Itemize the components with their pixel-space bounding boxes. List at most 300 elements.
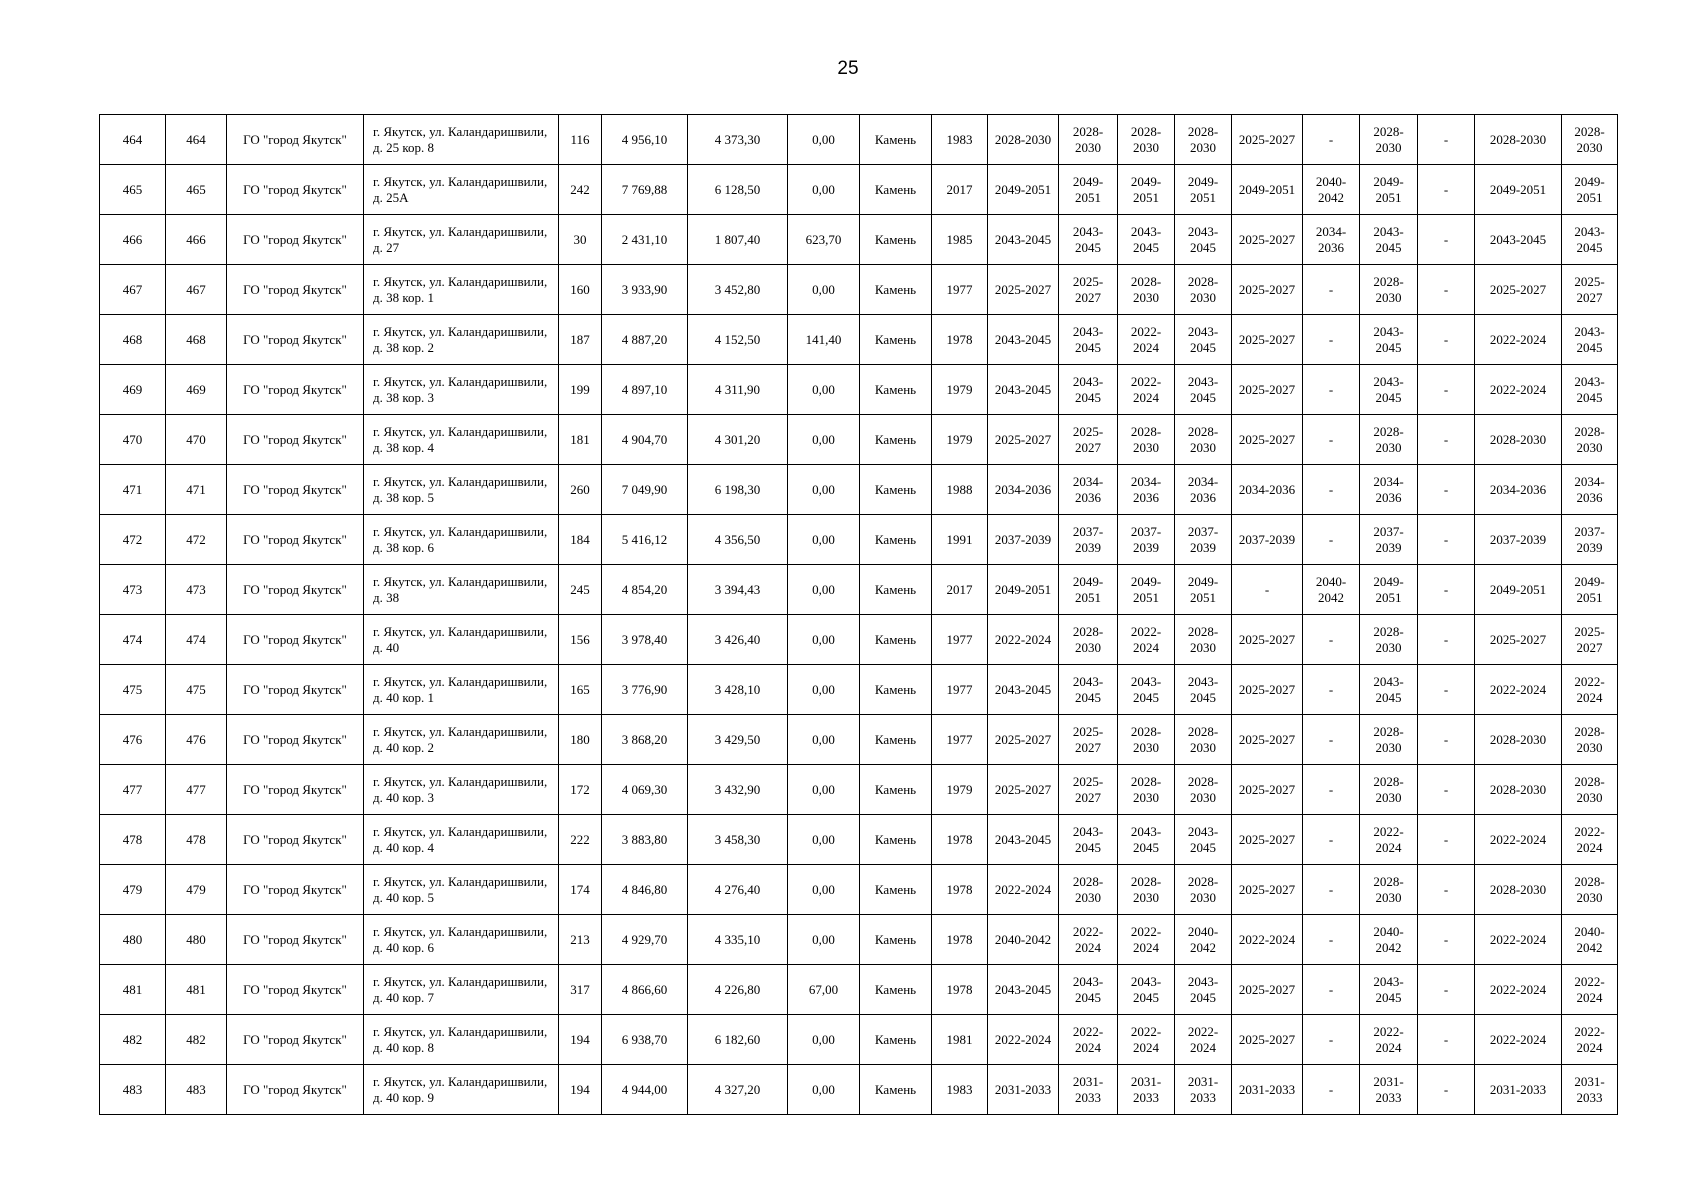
period-cell: - [1418, 365, 1475, 415]
row-number-cell: 464 [100, 115, 166, 165]
nonresidential-area-cell: 0,00 [788, 415, 860, 465]
period-cell: - [1303, 815, 1360, 865]
nonresidential-area-cell: 623,70 [788, 215, 860, 265]
residents-cell: 245 [559, 565, 602, 615]
period-cell: - [1418, 765, 1475, 815]
period-cell: 2028-2030 [1175, 765, 1232, 815]
row-number-cell: 481 [100, 965, 166, 1015]
total-area-cell: 4 887,20 [602, 315, 688, 365]
row-number-cell: 473 [100, 565, 166, 615]
build-year-cell: 1977 [932, 615, 988, 665]
build-year-cell: 1983 [932, 115, 988, 165]
period-cell: 2028-2030 [1562, 415, 1618, 465]
period-cell: 2049-2051 [1175, 165, 1232, 215]
registry-number-cell: 478 [166, 815, 227, 865]
municipality-cell: ГО "город Якутск" [227, 865, 364, 915]
registry-number-cell: 468 [166, 315, 227, 365]
period-cell: - [1303, 865, 1360, 915]
period-cell: 2028-2030 [1118, 765, 1175, 815]
period-cell: 2025-2027 [988, 715, 1059, 765]
period-cell: 2040-2042 [1562, 915, 1618, 965]
nonresidential-area-cell: 0,00 [788, 1065, 860, 1115]
period-cell: 2049-2051 [1360, 565, 1418, 615]
period-cell: 2031-2033 [1118, 1065, 1175, 1115]
living-area-cell: 3 394,43 [688, 565, 788, 615]
registry-number-cell: 465 [166, 165, 227, 215]
period-cell: 2043-2045 [1175, 215, 1232, 265]
row-number-cell: 467 [100, 265, 166, 315]
address-cell: г. Якутск, ул. Каландаришвили, д. 38 кор. 3 [364, 365, 559, 415]
living-area-cell: 4 311,90 [688, 365, 788, 415]
period-cell: 2043-2045 [1562, 365, 1618, 415]
total-area-cell: 4 897,10 [602, 365, 688, 415]
total-area-cell: 4 929,70 [602, 915, 688, 965]
period-cell: 2037-2039 [1059, 515, 1118, 565]
period-cell: 2028-2030 [1175, 865, 1232, 915]
build-year-cell: 1977 [932, 665, 988, 715]
nonresidential-area-cell: 0,00 [788, 865, 860, 915]
table-row [100, 615, 1618, 665]
row-number-cell: 482 [100, 1015, 166, 1065]
address-cell: г. Якутск, ул. Каландаришвили, д. 38 кор. 5 [364, 465, 559, 515]
period-cell: - [1303, 715, 1360, 765]
period-cell: 2022-2024 [1562, 965, 1618, 1015]
address-cell: г. Якутск, ул. Каландаришвили, д. 38 кор. 4 [364, 415, 559, 465]
living-area-cell: 6 128,50 [688, 165, 788, 215]
period-cell: 2043-2045 [988, 315, 1059, 365]
municipality-cell: ГО "город Якутск" [227, 815, 364, 865]
living-area-cell: 4 327,20 [688, 1065, 788, 1115]
wall-material-cell: Камень [860, 265, 932, 315]
table-row [100, 1015, 1618, 1065]
living-area-cell: 6 182,60 [688, 1015, 788, 1065]
municipality-cell: ГО "город Якутск" [227, 415, 364, 465]
period-cell: 2022-2024 [1118, 315, 1175, 365]
period-cell: 2043-2045 [1175, 965, 1232, 1015]
registry-number-cell: 481 [166, 965, 227, 1015]
period-cell: 2028-2030 [1175, 115, 1232, 165]
row-number-cell: 469 [100, 365, 166, 415]
period-cell: 2034-2036 [1175, 465, 1232, 515]
period-cell: 2049-2051 [1360, 165, 1418, 215]
municipality-cell: ГО "город Якутск" [227, 165, 364, 215]
residents-cell: 199 [559, 365, 602, 415]
period-cell: 2049-2051 [1562, 165, 1618, 215]
wall-material-cell: Камень [860, 515, 932, 565]
period-cell: 2028-2030 [1360, 615, 1418, 665]
period-cell: - [1303, 315, 1360, 365]
period-cell: 2028-2030 [1059, 115, 1118, 165]
table-row [100, 665, 1618, 715]
table-row [100, 715, 1618, 765]
period-cell: 2040-2042 [1175, 915, 1232, 965]
wall-material-cell: Камень [860, 565, 932, 615]
row-number-cell: 468 [100, 315, 166, 365]
living-area-cell: 4 226,80 [688, 965, 788, 1015]
total-area-cell: 4 904,70 [602, 415, 688, 465]
row-number-cell: 470 [100, 415, 166, 465]
period-cell: 2043-2045 [1562, 215, 1618, 265]
registry-number-cell: 483 [166, 1065, 227, 1115]
period-cell: 2031-2033 [1059, 1065, 1118, 1115]
period-cell: - [1418, 1065, 1475, 1115]
period-cell: 2043-2045 [1475, 215, 1562, 265]
period-cell: 2022-2024 [1175, 1015, 1232, 1065]
row-number-cell: 466 [100, 215, 166, 265]
period-cell: 2022-2024 [1562, 1015, 1618, 1065]
period-cell: 2022-2024 [1360, 1015, 1418, 1065]
total-area-cell: 4 854,20 [602, 565, 688, 615]
period-cell: 2025-2027 [1562, 265, 1618, 315]
period-cell: 2040-2042 [1303, 565, 1360, 615]
period-cell: 2022-2024 [1475, 815, 1562, 865]
residents-cell: 156 [559, 615, 602, 665]
period-cell: - [1303, 915, 1360, 965]
wall-material-cell: Камень [860, 615, 932, 665]
municipality-cell: ГО "город Якутск" [227, 465, 364, 515]
municipality-cell: ГО "город Якутск" [227, 215, 364, 265]
table-body [100, 115, 1618, 1115]
table-row [100, 415, 1618, 465]
period-cell: 2028-2030 [1175, 615, 1232, 665]
total-area-cell: 7 049,90 [602, 465, 688, 515]
period-cell: 2028-2030 [1360, 415, 1418, 465]
residents-cell: 187 [559, 315, 602, 365]
period-cell: 2025-2027 [1475, 265, 1562, 315]
wall-material-cell: Камень [860, 1065, 932, 1115]
period-cell: 2028-2030 [1360, 765, 1418, 815]
registry-number-cell: 474 [166, 615, 227, 665]
period-cell: 2043-2045 [1118, 815, 1175, 865]
residents-cell: 180 [559, 715, 602, 765]
period-cell: 2022-2024 [988, 1015, 1059, 1065]
table-row [100, 115, 1618, 165]
period-cell: - [1303, 265, 1360, 315]
period-cell: 2025-2027 [1059, 415, 1118, 465]
table-row [100, 765, 1618, 815]
row-number-cell: 478 [100, 815, 166, 865]
living-area-cell: 3 429,50 [688, 715, 788, 765]
living-area-cell: 3 458,30 [688, 815, 788, 865]
wall-material-cell: Камень [860, 315, 932, 365]
period-cell: 2043-2045 [1059, 365, 1118, 415]
total-area-cell: 2 431,10 [602, 215, 688, 265]
period-cell: 2049-2051 [1059, 165, 1118, 215]
period-cell: 2043-2045 [1175, 315, 1232, 365]
period-cell: 2025-2027 [1232, 315, 1303, 365]
period-cell: 2043-2045 [1175, 815, 1232, 865]
period-cell: 2022-2024 [1059, 915, 1118, 965]
residents-cell: 184 [559, 515, 602, 565]
registry-number-cell: 479 [166, 865, 227, 915]
nonresidential-area-cell: 0,00 [788, 715, 860, 765]
period-cell: 2043-2045 [1360, 315, 1418, 365]
period-cell: 2028-2030 [1118, 115, 1175, 165]
row-number-cell: 474 [100, 615, 166, 665]
period-cell: - [1303, 515, 1360, 565]
period-cell: 2043-2045 [1059, 315, 1118, 365]
period-cell: 2028-2030 [1118, 865, 1175, 915]
address-cell: г. Якутск, ул. Каландаришвили, д. 25А [364, 165, 559, 215]
nonresidential-area-cell: 0,00 [788, 615, 860, 665]
period-cell: 2025-2027 [1232, 865, 1303, 915]
address-cell: г. Якутск, ул. Каландаришвили, д. 40 кор. 8 [364, 1015, 559, 1065]
residents-cell: 260 [559, 465, 602, 515]
period-cell: - [1418, 865, 1475, 915]
address-cell: г. Якутск, ул. Каландаришвили, д. 40 кор. 2 [364, 715, 559, 765]
total-area-cell: 6 938,70 [602, 1015, 688, 1065]
municipality-cell: ГО "город Якутск" [227, 515, 364, 565]
table-row [100, 865, 1618, 915]
table-row [100, 965, 1618, 1015]
registry-number-cell: 473 [166, 565, 227, 615]
period-cell: - [1303, 765, 1360, 815]
table-row [100, 365, 1618, 415]
period-cell: 2031-2033 [988, 1065, 1059, 1115]
address-cell: г. Якутск, ул. Каландаришвили, д. 38 кор. 6 [364, 515, 559, 565]
period-cell: 2025-2027 [1232, 965, 1303, 1015]
period-cell: 2025-2027 [1232, 115, 1303, 165]
period-cell: 2031-2033 [1175, 1065, 1232, 1115]
wall-material-cell: Камень [860, 665, 932, 715]
period-cell: 2022-2024 [1475, 365, 1562, 415]
period-cell: - [1418, 165, 1475, 215]
table-row [100, 515, 1618, 565]
nonresidential-area-cell: 141,40 [788, 315, 860, 365]
living-area-cell: 4 152,50 [688, 315, 788, 365]
total-area-cell: 4 944,00 [602, 1065, 688, 1115]
municipality-cell: ГО "город Якутск" [227, 665, 364, 715]
municipality-cell: ГО "город Якутск" [227, 765, 364, 815]
period-cell: 2049-2051 [1232, 165, 1303, 215]
period-cell: - [1303, 665, 1360, 715]
period-cell: 2025-2027 [1232, 815, 1303, 865]
total-area-cell: 4 069,30 [602, 765, 688, 815]
period-cell: 2025-2027 [988, 415, 1059, 465]
period-cell: 2043-2045 [1059, 815, 1118, 865]
build-year-cell: 1979 [932, 415, 988, 465]
wall-material-cell: Камень [860, 965, 932, 1015]
period-cell: 2043-2045 [1175, 365, 1232, 415]
period-cell: 2028-2030 [1059, 615, 1118, 665]
period-cell: - [1418, 915, 1475, 965]
build-year-cell: 1981 [932, 1015, 988, 1065]
residents-cell: 160 [559, 265, 602, 315]
period-cell: 2034-2036 [1475, 465, 1562, 515]
period-cell: 2028-2030 [1175, 415, 1232, 465]
municipality-cell: ГО "город Якутск" [227, 1015, 364, 1065]
row-number-cell: 483 [100, 1065, 166, 1115]
period-cell: 2025-2027 [1232, 765, 1303, 815]
period-cell: 2037-2039 [1562, 515, 1618, 565]
wall-material-cell: Камень [860, 1015, 932, 1065]
period-cell: 2028-2030 [988, 115, 1059, 165]
total-area-cell: 4 866,60 [602, 965, 688, 1015]
build-year-cell: 1988 [932, 465, 988, 515]
table-row [100, 1065, 1618, 1115]
period-cell: 2028-2030 [1059, 865, 1118, 915]
nonresidential-area-cell: 0,00 [788, 465, 860, 515]
build-year-cell: 1977 [932, 265, 988, 315]
period-cell: 2049-2051 [1475, 165, 1562, 215]
living-area-cell: 1 807,40 [688, 215, 788, 265]
period-cell: 2034-2036 [1232, 465, 1303, 515]
row-number-cell: 477 [100, 765, 166, 815]
table-row [100, 465, 1618, 515]
period-cell: 2040-2042 [1360, 915, 1418, 965]
period-cell: 2031-2033 [1360, 1065, 1418, 1115]
period-cell: 2043-2045 [1360, 965, 1418, 1015]
period-cell: 2025-2027 [988, 765, 1059, 815]
period-cell: 2028-2030 [1475, 765, 1562, 815]
period-cell: 2028-2030 [1360, 865, 1418, 915]
period-cell: - [1303, 115, 1360, 165]
period-cell: 2031-2033 [1562, 1065, 1618, 1115]
residents-cell: 213 [559, 915, 602, 965]
residents-cell: 194 [559, 1015, 602, 1065]
period-cell: 2028-2030 [1475, 715, 1562, 765]
period-cell: 2028-2030 [1562, 715, 1618, 765]
row-number-cell: 480 [100, 915, 166, 965]
period-cell: - [1418, 265, 1475, 315]
registry-number-cell: 475 [166, 665, 227, 715]
living-area-cell: 4 335,10 [688, 915, 788, 965]
period-cell: 2028-2030 [1118, 415, 1175, 465]
period-cell: - [1232, 565, 1303, 615]
row-number-cell: 471 [100, 465, 166, 515]
municipality-cell: ГО "город Якутск" [227, 715, 364, 765]
period-cell: 2034-2036 [988, 465, 1059, 515]
build-year-cell: 1991 [932, 515, 988, 565]
nonresidential-area-cell: 0,00 [788, 765, 860, 815]
total-area-cell: 4 846,80 [602, 865, 688, 915]
table-row [100, 165, 1618, 215]
nonresidential-area-cell: 0,00 [788, 515, 860, 565]
period-cell: 2037-2039 [1475, 515, 1562, 565]
wall-material-cell: Камень [860, 365, 932, 415]
period-cell: 2043-2045 [1059, 965, 1118, 1015]
address-cell: г. Якутск, ул. Каландаришвили, д. 40 [364, 615, 559, 665]
period-cell: 2022-2024 [1118, 615, 1175, 665]
residents-cell: 116 [559, 115, 602, 165]
wall-material-cell: Камень [860, 215, 932, 265]
build-year-cell: 1978 [932, 865, 988, 915]
period-cell: - [1418, 465, 1475, 515]
period-cell: 2043-2045 [1360, 215, 1418, 265]
period-cell: 2028-2030 [1562, 865, 1618, 915]
municipality-cell: ГО "город Якутск" [227, 115, 364, 165]
period-cell: 2034-2036 [1059, 465, 1118, 515]
period-cell: 2028-2030 [1562, 765, 1618, 815]
period-cell: 2034-2036 [1360, 465, 1418, 515]
period-cell: 2025-2027 [1232, 265, 1303, 315]
period-cell: 2028-2030 [1360, 115, 1418, 165]
build-year-cell: 1978 [932, 915, 988, 965]
address-cell: г. Якутск, ул. Каландаришвили, д. 40 кор. 9 [364, 1065, 559, 1115]
residents-cell: 222 [559, 815, 602, 865]
municipality-cell: ГО "город Якутск" [227, 265, 364, 315]
period-cell: 2028-2030 [1118, 715, 1175, 765]
residents-cell: 30 [559, 215, 602, 265]
living-area-cell: 3 426,40 [688, 615, 788, 665]
period-cell: 2022-2024 [1475, 1015, 1562, 1065]
row-number-cell: 476 [100, 715, 166, 765]
period-cell: 2040-2042 [1303, 165, 1360, 215]
municipality-cell: ГО "город Якутск" [227, 365, 364, 415]
period-cell: 2034-2036 [1562, 465, 1618, 515]
total-area-cell: 3 978,40 [602, 615, 688, 665]
municipality-cell: ГО "город Якутск" [227, 315, 364, 365]
period-cell: 2049-2051 [1475, 565, 1562, 615]
nonresidential-area-cell: 0,00 [788, 565, 860, 615]
period-cell: 2028-2030 [1118, 265, 1175, 315]
address-cell: г. Якутск, ул. Каландаришвили, д. 40 кор. 4 [364, 815, 559, 865]
nonresidential-area-cell: 0,00 [788, 365, 860, 415]
period-cell: 2043-2045 [988, 665, 1059, 715]
build-year-cell: 1979 [932, 365, 988, 415]
residents-cell: 242 [559, 165, 602, 215]
period-cell: 2022-2024 [1059, 1015, 1118, 1065]
build-year-cell: 1978 [932, 965, 988, 1015]
municipality-cell: ГО "город Якутск" [227, 965, 364, 1015]
municipality-cell: ГО "город Якутск" [227, 1065, 364, 1115]
total-area-cell: 3 933,90 [602, 265, 688, 315]
period-cell: 2022-2024 [1360, 815, 1418, 865]
registry-number-cell: 471 [166, 465, 227, 515]
period-cell: 2025-2027 [1232, 365, 1303, 415]
table-row [100, 215, 1618, 265]
period-cell: 2043-2045 [1059, 665, 1118, 715]
municipality-cell: ГО "город Якутск" [227, 565, 364, 615]
period-cell: 2049-2051 [1118, 565, 1175, 615]
period-cell: - [1418, 815, 1475, 865]
nonresidential-area-cell: 67,00 [788, 965, 860, 1015]
wall-material-cell: Камень [860, 715, 932, 765]
period-cell: 2043-2045 [1118, 215, 1175, 265]
nonresidential-area-cell: 0,00 [788, 915, 860, 965]
period-cell: - [1418, 1015, 1475, 1065]
total-area-cell: 7 769,88 [602, 165, 688, 215]
address-cell: г. Якутск, ул. Каландаришвили, д. 38 кор. 1 [364, 265, 559, 315]
period-cell: 2022-2024 [988, 865, 1059, 915]
build-year-cell: 2017 [932, 565, 988, 615]
living-area-cell: 4 373,30 [688, 115, 788, 165]
period-cell: 2034-2036 [1303, 215, 1360, 265]
period-cell: 2028-2030 [1360, 265, 1418, 315]
period-cell: 2037-2039 [1232, 515, 1303, 565]
living-area-cell: 4 276,40 [688, 865, 788, 915]
wall-material-cell: Камень [860, 815, 932, 865]
period-cell: 2043-2045 [988, 815, 1059, 865]
period-cell: 2022-2024 [1475, 665, 1562, 715]
wall-material-cell: Камень [860, 115, 932, 165]
period-cell: 2034-2036 [1118, 465, 1175, 515]
living-area-cell: 3 432,90 [688, 765, 788, 815]
period-cell: 2028-2030 [1562, 115, 1618, 165]
period-cell: - [1418, 415, 1475, 465]
registry-number-cell: 477 [166, 765, 227, 815]
period-cell: 2043-2045 [1059, 215, 1118, 265]
build-year-cell: 1979 [932, 765, 988, 815]
period-cell: 2022-2024 [988, 615, 1059, 665]
registry-number-cell: 469 [166, 365, 227, 415]
table-row [100, 915, 1618, 965]
period-cell: 2031-2033 [1232, 1065, 1303, 1115]
registry-number-cell: 466 [166, 215, 227, 265]
wall-material-cell: Камень [860, 465, 932, 515]
row-number-cell: 465 [100, 165, 166, 215]
period-cell: 2028-2030 [1175, 265, 1232, 315]
